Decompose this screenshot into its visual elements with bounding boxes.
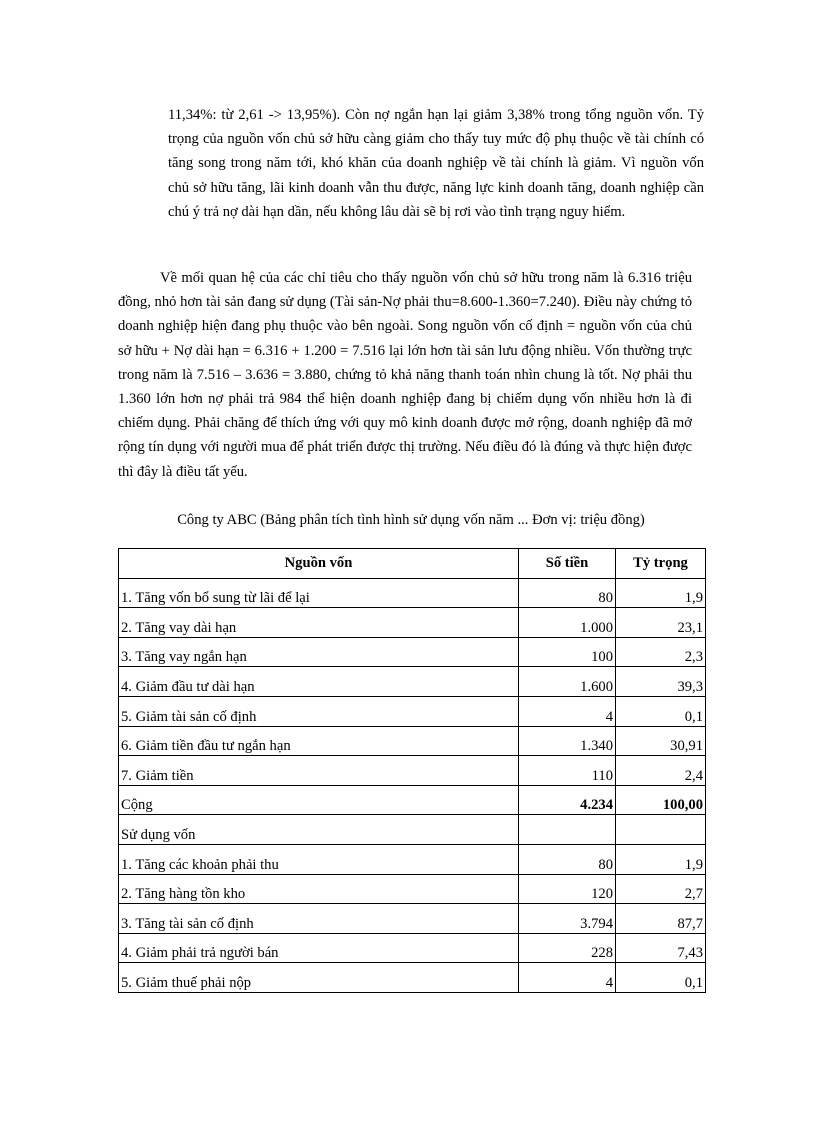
row-label: 3. Tăng vay ngắn hạn (119, 637, 519, 667)
row-label: 4. Giảm đầu tư dài hạn (119, 667, 519, 697)
table-header-row (119, 549, 706, 579)
row-proportion: 2,4 (616, 756, 706, 786)
table-row (119, 608, 706, 638)
header-proportion: Tỷ trọng (616, 549, 706, 579)
table-row (119, 933, 706, 963)
row-proportion: 23,1 (616, 608, 706, 638)
table-row (119, 904, 706, 934)
row-amount: 1.340 (519, 726, 616, 756)
row-label: 6. Giảm tiền đầu tư ngắn hạn (119, 726, 519, 756)
table-row (119, 667, 706, 697)
row-amount: 80 (519, 578, 616, 608)
row-amount: 3.794 (519, 904, 616, 934)
row-label: 2. Tăng hàng tồn kho (119, 874, 519, 904)
row-label: Sử dụng vốn (119, 815, 519, 845)
row-proportion: 87,7 (616, 904, 706, 934)
row-label: 1. Tăng các khoản phải thu (119, 844, 519, 874)
row-proportion: 7,43 (616, 933, 706, 963)
row-amount: 100 (519, 637, 616, 667)
row-amount: 4 (519, 696, 616, 726)
table-total-row (119, 785, 706, 815)
row-proportion: 2,7 (616, 874, 706, 904)
row-amount: 120 (519, 874, 616, 904)
row-proportion: 100,00 (616, 785, 706, 815)
row-proportion: 1,9 (616, 578, 706, 608)
row-amount: 1.600 (519, 667, 616, 697)
capital-usage-table (118, 548, 706, 993)
row-amount: 228 (519, 933, 616, 963)
paragraph-continuation: 11,34%: từ 2,61 -> 13,95%). Còn nợ ngắn hạn lại giảm 3,38% trong tổng nguồn vốn. Tỷ trọng của nguồn vốn chủ sở hữu càng giảm cho thấy tuy mức độ phụ thuộc về tài chính có tăng song trong năm tới, khó khăn của doanh nghiệp về tài chính là giảm. Vì nguồn vốn chủ sở hữu tăng, lãi kinh doanh vẫn thu được, năng lực kinh doanh tăng, doanh nghiệp cần chú ý trả nợ dài hạn dần, nếu không lâu dài sẽ bị rơi vào tình trạng nguy hiểm. (168, 107, 704, 220)
table-row (119, 726, 706, 756)
table-row (119, 696, 706, 726)
row-proportion: 0,1 (616, 696, 706, 726)
table-row (119, 874, 706, 904)
row-label: 1. Tăng vốn bổ sung từ lãi để lại (119, 578, 519, 608)
row-proportion: 39,3 (616, 667, 706, 697)
row-label: 3. Tăng tài sản cố định (119, 904, 519, 934)
table-row (119, 963, 706, 993)
row-amount: 80 (519, 844, 616, 874)
row-proportion: 1,9 (616, 844, 706, 874)
table-caption: Công ty ABC (Bảng phân tích tình hình sử dụng vốn năm ... Đơn vị: triệu đồng) (177, 512, 645, 528)
row-proportion: 30,91 (616, 726, 706, 756)
table-row (119, 637, 706, 667)
row-label: 5. Giảm thuế phải nộp (119, 963, 519, 993)
row-amount: 1.000 (519, 608, 616, 638)
header-amount: Số tiền (519, 549, 616, 579)
table-row (119, 756, 706, 786)
table-section-row (119, 815, 706, 845)
row-label: Cộng (119, 785, 519, 815)
row-label: 5. Giảm tài sản cố định (119, 696, 519, 726)
row-label: 2. Tăng vay dài hạn (119, 608, 519, 638)
table-row (119, 578, 706, 608)
row-proportion: 2,3 (616, 637, 706, 667)
row-amount (519, 815, 616, 845)
header-capital-source: Nguồn vốn (119, 549, 519, 579)
row-amount: 4 (519, 963, 616, 993)
paragraph-analysis: Về mối quan hệ của các chỉ tiêu cho thấy nguồn vốn chủ sở hữu trong năm là 6.316 triệu đồng, nhỏ hơn tài sản đang sử dụng (Tài sản-Nợ phải thu=8.600-1.360=7.240). Điều này chứng tỏ doanh nghiệp hiện đang phụ thuộc vào bên ngoài. Song nguồn vốn cố định = nguồn vốn của chủ sở hữu + Nợ dài hạn = 6.316 + 1.200 = 7.516 lại lớn hơn tài sản lưu động nhiều. Vốn thường trực trong năm là 7.516 – 3.636 = 3.880, chứng tỏ khả năng thanh toán nhìn chung là tốt. Nợ phải thu 1.360 lớn hơn nợ phải trả 984 thể hiện doanh nghiệp đang bị chiếm dụng vốn nhiều hơn là đi chiếm dụng. Phải chăng để thích ứng với quy mô kinh doanh được mở rộng, doanh nghiệp đã mở rộng tín dụng với người mua để phát triển được thị trường. Nếu điều đó là đúng và thực hiện được thì đây là điều tất yếu. (118, 270, 692, 480)
row-label: 7. Giảm tiền (119, 756, 519, 786)
row-proportion: 0,1 (616, 963, 706, 993)
row-label: 4. Giảm phải trả người bán (119, 933, 519, 963)
row-amount: 110 (519, 756, 616, 786)
row-proportion (616, 815, 706, 845)
row-amount: 4.234 (519, 785, 616, 815)
table-row (119, 844, 706, 874)
